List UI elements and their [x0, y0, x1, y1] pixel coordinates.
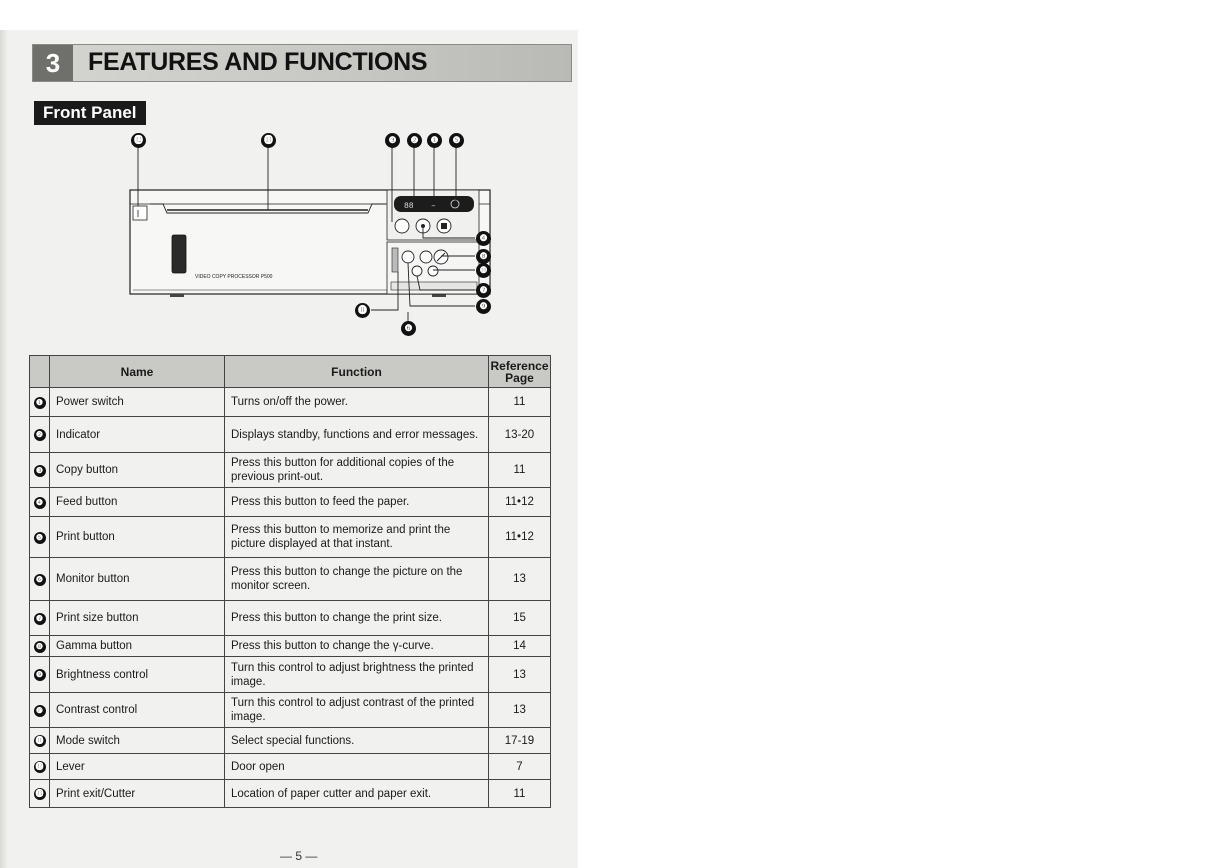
row-number: ❽	[34, 641, 46, 653]
row-name: Power switch	[50, 388, 225, 417]
row-number: ❸	[34, 465, 46, 477]
table-row	[30, 657, 551, 693]
row-function: Location of paper cutter and paper exit.	[231, 787, 432, 800]
table-row	[30, 601, 551, 636]
table-row	[30, 488, 551, 517]
callout-print-size-button: ❼	[476, 283, 491, 298]
row-reference: 11•12	[489, 517, 551, 558]
row-number: ❶	[34, 397, 46, 409]
table-row	[30, 728, 551, 754]
row-reference: 13-20	[489, 417, 551, 453]
features-table-wrapper	[29, 355, 551, 808]
callout-gamma-button: ❽	[476, 249, 491, 264]
row-function: Press this button to change the γ-curve.	[231, 640, 434, 652]
row-reference: 13	[489, 693, 551, 728]
table-row	[30, 417, 551, 453]
callout-contrast-control: ❿	[476, 263, 491, 278]
callout-indicator: ❷	[407, 133, 422, 148]
row-reference: 13	[489, 558, 551, 601]
table-row	[30, 754, 551, 780]
device-model-label: VIDEO COPY PROCESSOR P500	[195, 274, 273, 280]
row-number: ❷	[34, 429, 46, 441]
table-row	[30, 388, 551, 417]
callout-print-exit: ⓭	[261, 133, 276, 148]
row-function: Turn this control to adjust brightness the printed image.	[231, 661, 474, 688]
features-table	[29, 355, 551, 808]
row-number: ⓭	[35, 789, 44, 798]
row-number: ❻	[34, 574, 46, 586]
row-name: Brightness control	[50, 657, 225, 693]
row-name: Mode switch	[50, 728, 225, 754]
table-row	[30, 453, 551, 488]
table-row	[30, 693, 551, 728]
header-reference-page: Reference Page	[489, 356, 551, 388]
row-number: ❺	[34, 532, 46, 544]
row-name: Contrast control	[50, 693, 225, 728]
row-name: Print size button	[50, 601, 225, 636]
row-name: Gamma button	[50, 636, 225, 657]
table-row	[30, 517, 551, 558]
row-function: Turns on/off the power.	[231, 396, 348, 408]
callout-mode-switch: ⓫	[355, 303, 370, 318]
callout-lever: ⓬	[131, 133, 146, 148]
row-reference: 11	[489, 388, 551, 417]
callout-copy-button: ❸	[385, 133, 400, 148]
page-number: — 5 —	[280, 849, 318, 863]
row-function: Press this button to change the print size.	[231, 612, 442, 624]
row-function: Turn this control to adjust contrast of the printed image.	[231, 697, 475, 723]
row-reference: 14	[489, 636, 551, 657]
header-num	[30, 356, 50, 388]
table-row	[30, 780, 551, 808]
row-reference: 11	[489, 780, 551, 808]
row-name: Monitor button	[50, 558, 225, 601]
sub-section-label: Front Panel	[34, 101, 146, 125]
row-number: ❼	[34, 613, 46, 625]
row-number: ⓬	[35, 762, 44, 771]
section-title: FEATURES AND FUNCTIONS	[88, 48, 428, 76]
section-number: 3	[33, 45, 73, 81]
row-name: Lever	[50, 754, 225, 780]
svg-text:88: 88	[404, 202, 414, 211]
row-function: Door open	[231, 760, 285, 773]
table-row	[30, 636, 551, 657]
callout-monitor-button: ❻	[401, 321, 416, 336]
svg-text:–: –	[431, 202, 436, 211]
row-function: Displays standby, functions and error messages.	[231, 428, 479, 441]
table-row	[30, 558, 551, 601]
row-name: Feed button	[50, 488, 225, 517]
row-function: Press this button to feed the paper.	[231, 496, 410, 508]
row-reference: 13	[489, 657, 551, 693]
header-function: Function	[225, 356, 489, 388]
device-drawing	[0, 0, 578, 360]
row-function: Press this button to change the picture on the monitor screen.	[231, 566, 463, 592]
callout-brightness-control: ❾	[476, 299, 491, 314]
row-name: Print button	[50, 517, 225, 558]
row-number: ❹	[34, 497, 46, 509]
table-header-row	[30, 356, 551, 388]
callout-power-switch: ❶	[427, 133, 442, 148]
row-reference: 15	[489, 601, 551, 636]
row-name: Indicator	[50, 417, 225, 453]
row-reference: 17-19	[489, 728, 551, 754]
row-reference: 11•12	[489, 488, 551, 517]
row-number: ⓫	[35, 736, 44, 745]
row-function: Press this button to memorize and print the picture displayed at that instant.	[231, 524, 451, 550]
header-name: Name	[50, 356, 225, 388]
row-name: Copy button	[50, 453, 225, 488]
row-reference: 11	[489, 453, 551, 488]
front-panel-diagram	[0, 0, 578, 360]
row-function: Select special functions.	[231, 734, 355, 747]
row-number: ❾	[34, 669, 46, 681]
callout-print-button: ❺	[449, 133, 464, 148]
row-name: Print exit/Cutter	[50, 780, 225, 808]
callout-feed-button: ❹	[476, 231, 491, 246]
row-function: Press this button for additional copies of the previous print-out.	[231, 457, 455, 483]
row-number: ❿	[34, 705, 46, 717]
row-reference: 7	[489, 754, 551, 780]
